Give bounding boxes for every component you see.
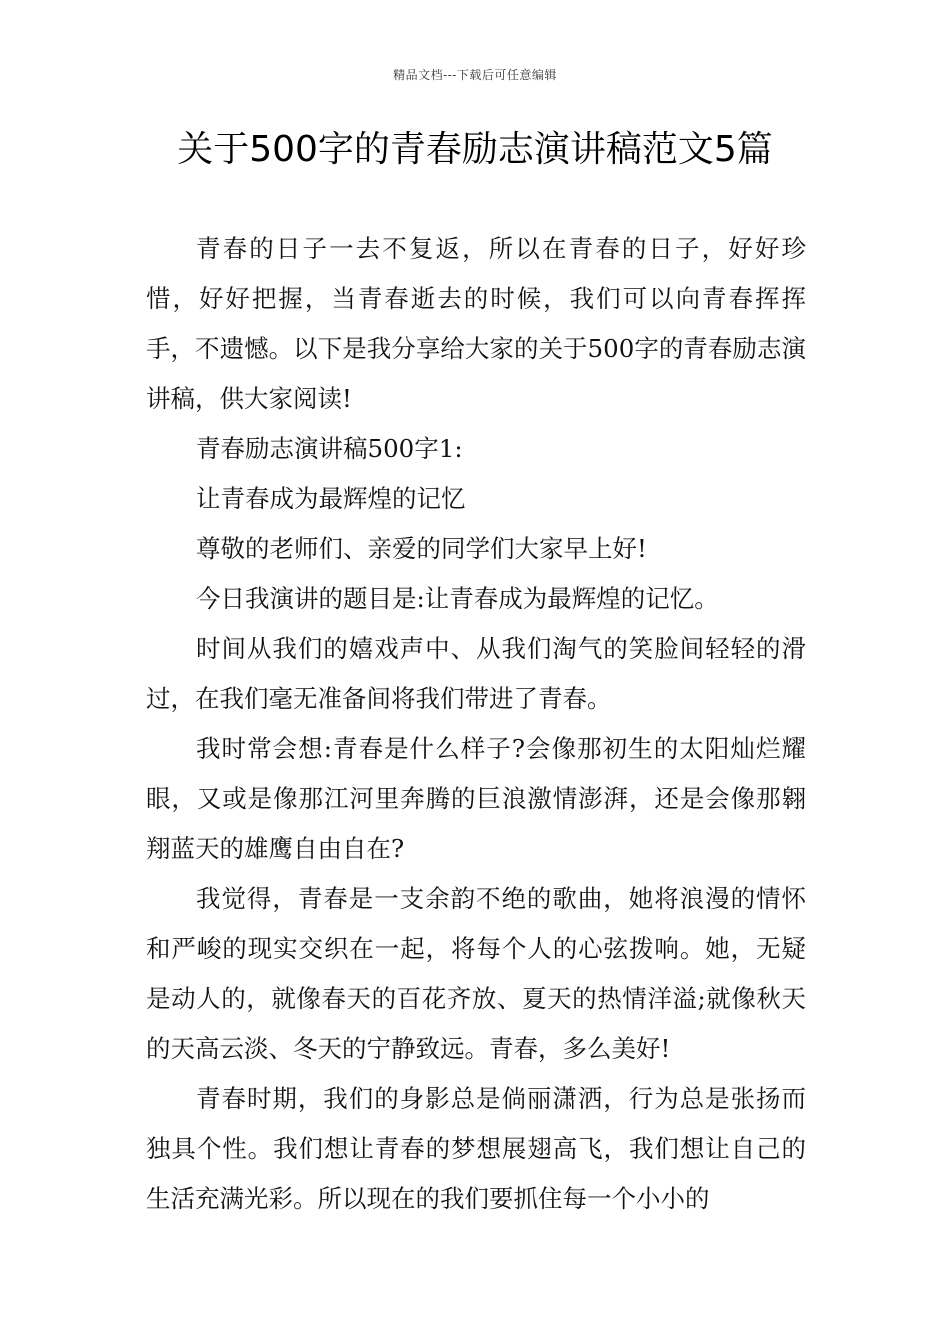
paragraph-intro: 青春的日子一去不复返，所以在青春的日子，好好珍惜，好好把握，当青春逝去的时候，我们可以向青春挥挥手，不遗憾。以下是我分享给大家的关于500字的青春励志演讲稿，供大家阅读! bbox=[146, 234, 806, 413]
paragraph-body: 青春时期，我们的身影总是倘丽潇洒，行为总是张扬而独具个性。我们想让青春的梦想展翅高飞，我们想让自己的生活充满光彩。所以现在的我们要抓住每一个小小的 bbox=[146, 1084, 806, 1213]
paragraph-topic: 今日我演讲的题目是:让青春成为最辉煌的记忆。 bbox=[196, 584, 719, 613]
document-title: 关于500字的青春励志演讲稿范文5篇 bbox=[177, 129, 773, 170]
paragraph-speech-title: 让青春成为最辉煌的记忆 bbox=[196, 484, 466, 513]
paragraph-section-heading: 青春励志演讲稿500字1: bbox=[196, 434, 463, 463]
paragraph-body: 我觉得，青春是一支余韵不绝的歌曲，她将浪漫的情怀和严峻的现实交织在一起，将每个人的心弦拨响。她，无疑是动人的，就像春天的百花齐放、夏天的热情洋溢;就像秋天的天高云淡、冬天的宁静致远。青春，多么美好! bbox=[146, 884, 806, 1063]
paragraph-body: 时间从我们的嬉戏声中、从我们淘气的笑脸间轻轻的滑过，在我们毫无准备间将我们带进了青春。 bbox=[146, 634, 806, 713]
paragraph-greeting: 尊敬的老师们、亲爱的同学们大家早上好! bbox=[196, 534, 647, 563]
header-note: 精品文档---下载后可任意编辑 bbox=[393, 68, 557, 82]
paragraph-body: 我时常会想:青春是什么样子?会像那初生的太阳灿烂耀眼，又或是像那江河里奔腾的巨浪激情澎湃，还是会像那翱翔蓝天的雄鹰自由自在? bbox=[146, 734, 806, 863]
document-body bbox=[146, 224, 806, 1224]
